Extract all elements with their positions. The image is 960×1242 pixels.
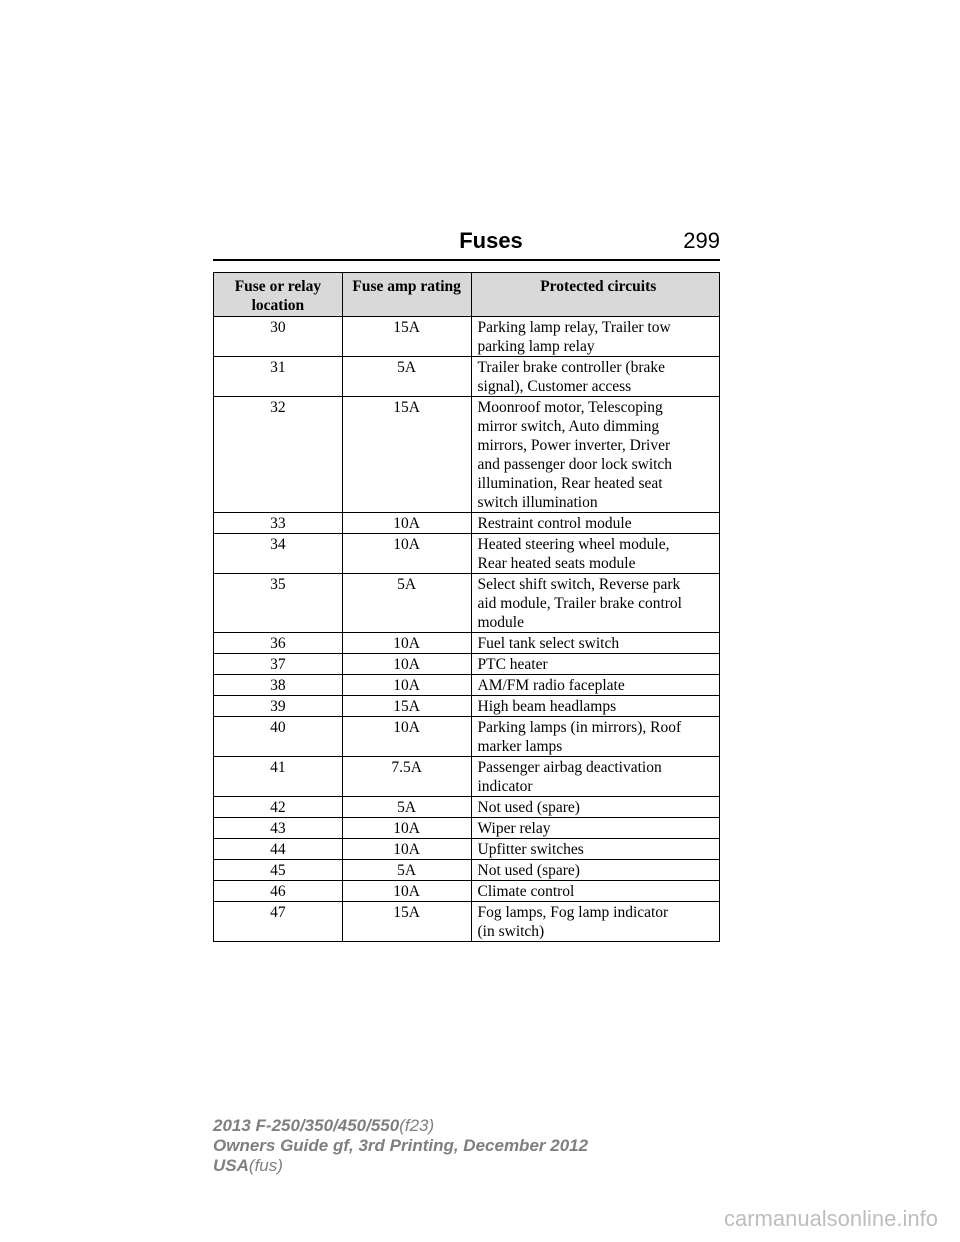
fuse-location-cell: 43 — [214, 818, 343, 839]
fuse-rating-cell: 10A — [342, 818, 471, 839]
circuit-text-line: Rear heated seats module — [477, 555, 636, 572]
protected-circuits-cell — [471, 696, 720, 717]
fuse-rating-cell: 15A — [342, 902, 471, 942]
table-row — [214, 757, 720, 797]
fuse-rating-cell: 10A — [342, 881, 471, 902]
fuse-rating-cell: 10A — [342, 633, 471, 654]
table-row — [214, 839, 720, 860]
protected-circuits-cell — [471, 717, 720, 757]
section-title: Fuses — [459, 228, 523, 253]
table-body — [214, 317, 720, 942]
fuse-location-cell: 39 — [214, 696, 343, 717]
circuit-text-line: Fog lamps, Fog lamp indicator — [477, 904, 669, 921]
fuse-rating-cell: 10A — [342, 513, 471, 534]
circuit-text-line: Wiper relay — [477, 820, 551, 837]
fuse-table — [213, 272, 720, 942]
circuit-text-line: mirrors, Power inverter, Driver — [477, 437, 671, 454]
fuse-location-cell: 37 — [214, 654, 343, 675]
watermark: carmanualsonline.info — [723, 1206, 938, 1231]
protected-circuits-cell — [471, 317, 720, 357]
circuit-text-line: Not used (spare) — [477, 862, 580, 879]
protected-circuits-cell — [471, 757, 720, 797]
circuit-text-line: aid module, Trailer brake control — [477, 595, 682, 612]
table-row — [214, 574, 720, 633]
fuse-rating-cell: 15A — [342, 317, 471, 357]
fuse-rating-cell: 15A — [342, 696, 471, 717]
fuse-rating-cell: 10A — [342, 534, 471, 574]
fuse-location-cell: 41 — [214, 757, 343, 797]
fuse-location-cell: 38 — [214, 675, 343, 696]
fuse-location-cell: 36 — [214, 633, 343, 654]
circuit-text-line: illumination, Rear heated seat — [477, 475, 663, 492]
table-header-row — [214, 273, 720, 317]
table-row — [214, 397, 720, 513]
circuit-text-line: Not used (spare) — [477, 799, 580, 816]
protected-circuits-cell — [471, 654, 720, 675]
table-row — [214, 797, 720, 818]
protected-circuits-cell — [471, 513, 720, 534]
protected-circuits-cell — [471, 397, 720, 513]
circuit-text-line: Parking lamp relay, Trailer tow — [477, 319, 671, 336]
fuse-rating-cell: 10A — [342, 717, 471, 757]
protected-circuits-cell — [471, 797, 720, 818]
protected-circuits-cell — [471, 902, 720, 942]
fuse-rating-cell: 15A — [342, 397, 471, 513]
protected-circuits-cell — [471, 881, 720, 902]
table-row — [214, 818, 720, 839]
circuit-text-line: marker lamps — [477, 738, 563, 755]
footer-region-code: (fus) — [248, 1156, 283, 1175]
circuit-text-line: Climate control — [477, 883, 575, 900]
circuit-text-line: PTC heater — [477, 656, 548, 673]
fuse-location-cell: 34 — [214, 534, 343, 574]
table-row — [214, 513, 720, 534]
fuse-rating-cell: 10A — [342, 839, 471, 860]
protected-circuits-cell — [471, 675, 720, 696]
table-row — [214, 881, 720, 902]
circuit-text-line: Fuel tank select switch — [477, 635, 620, 652]
circuit-text-line: Heated steering wheel module, — [477, 536, 670, 553]
circuit-text-line: Upfitter switches — [477, 841, 584, 858]
circuit-text-line: (in switch) — [477, 923, 545, 940]
circuit-text-line: module — [477, 614, 524, 631]
protected-circuits-cell — [471, 818, 720, 839]
fuse-location-cell: 45 — [214, 860, 343, 881]
footer-line-3 — [213, 1156, 773, 1176]
circuit-text-line: parking lamp relay — [477, 338, 595, 355]
page-number: 299 — [683, 228, 720, 253]
circuit-text-line: switch illumination — [477, 494, 598, 511]
circuit-text-line: Trailer brake controller (brake — [477, 359, 665, 376]
fuse-rating-cell: 7.5A — [342, 757, 471, 797]
table-row — [214, 675, 720, 696]
fuse-location-cell: 31 — [214, 357, 343, 397]
fuse-location-cell: 40 — [214, 717, 343, 757]
fuse-rating-cell: 5A — [342, 797, 471, 818]
table-row — [214, 654, 720, 675]
fuse-location-cell: 32 — [214, 397, 343, 513]
circuit-text-line: AM/FM radio faceplate — [477, 677, 625, 694]
circuit-text-line: Passenger airbag deactivation — [477, 759, 662, 776]
table-row — [214, 357, 720, 397]
circuit-text-line: mirror switch, Auto dimming — [477, 418, 660, 435]
fuse-location-cell: 47 — [214, 902, 343, 942]
header-rule — [213, 259, 720, 261]
circuit-text-line: Select shift switch, Reverse park — [477, 576, 681, 593]
protected-circuits-cell — [471, 534, 720, 574]
fuse-location-cell: 44 — [214, 839, 343, 860]
footer-line-2: Owners Guide gf, 3rd Printing, December 2012 — [213, 1136, 589, 1155]
protected-circuits-cell — [471, 860, 720, 881]
table-row — [214, 317, 720, 357]
circuit-text-line: and passenger door lock switch — [477, 456, 673, 473]
fuse-rating-cell: 10A — [342, 675, 471, 696]
protected-circuits-cell — [471, 574, 720, 633]
footer-model: 2013 F-250/350/450/550 — [213, 1116, 400, 1135]
table-row — [214, 633, 720, 654]
fuse-rating-cell: 5A — [342, 357, 471, 397]
footer-line-1 — [213, 1116, 773, 1136]
protected-circuits-cell — [471, 357, 720, 397]
fuse-rating-cell: 5A — [342, 860, 471, 881]
protected-circuits-cell — [471, 633, 720, 654]
column-header-rating: Fuse amp rating — [342, 273, 471, 317]
circuit-text-line: High beam headlamps — [477, 698, 617, 715]
fuse-location-cell: 33 — [214, 513, 343, 534]
fuse-rating-cell: 10A — [342, 654, 471, 675]
fuse-location-cell: 42 — [214, 797, 343, 818]
circuit-text-line: Parking lamps (in mirrors), Roof — [477, 719, 682, 736]
fuse-rating-cell: 5A — [342, 574, 471, 633]
fuse-location-cell: 30 — [214, 317, 343, 357]
table-row — [214, 902, 720, 942]
fuse-location-cell: 35 — [214, 574, 343, 633]
protected-circuits-cell — [471, 839, 720, 860]
footer-region: USA — [213, 1156, 249, 1175]
table-row — [214, 696, 720, 717]
table-row — [214, 534, 720, 574]
page-header — [213, 228, 720, 262]
fuse-location-cell: 46 — [214, 881, 343, 902]
column-header-circuits: Protected circuits — [471, 273, 720, 317]
table-row — [214, 860, 720, 881]
table-row — [214, 717, 720, 757]
document-footer — [213, 1116, 773, 1176]
footer-model-code: (f23) — [399, 1116, 435, 1135]
circuit-text-line: Restraint control module — [477, 515, 632, 532]
circuit-text-line: signal), Customer access — [477, 378, 632, 395]
circuit-text-line: Moonroof motor, Telescoping — [477, 399, 663, 416]
circuit-text-line: indicator — [477, 778, 533, 795]
column-header-location: Fuse or relay location — [214, 273, 343, 317]
